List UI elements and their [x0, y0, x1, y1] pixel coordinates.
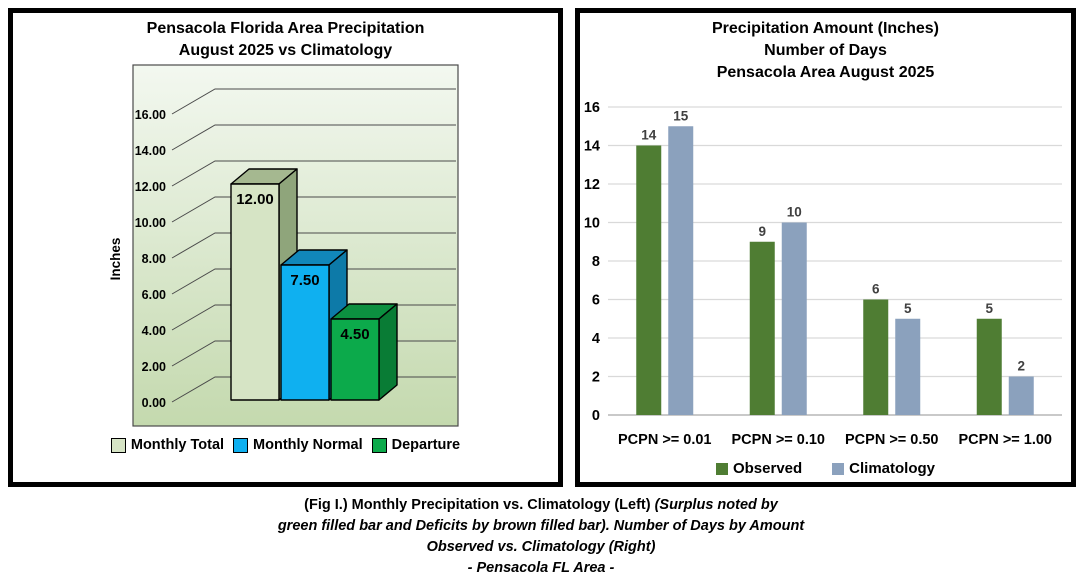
caption-line4: - Pensacola FL Area - [467, 560, 615, 576]
legend-item-departure [372, 437, 461, 453]
bar-value-label: 7.50 [290, 272, 320, 289]
right-chart-title-line1: Precipitation Amount (Inches) [712, 20, 939, 37]
bar-observed-pcpn-1-00 [977, 319, 1002, 415]
legend-label: Departure [391, 437, 461, 453]
right-ytick-label: 4 [591, 331, 600, 347]
left-chart-title [13, 18, 558, 62]
right-chart-title-line2: Number of Days [764, 42, 887, 59]
bar-observed-pcpn-0-50 [863, 300, 888, 416]
bar-climatology-pcpn-0-01 [668, 126, 693, 415]
bar-value-label: 6 [871, 281, 880, 297]
legend-item-monthly-total [111, 437, 224, 453]
right-ytick-label: 6 [591, 292, 600, 309]
left-ytick-label: 10.00 [134, 216, 166, 230]
left-ytick-label: 4.00 [141, 324, 166, 338]
bar-value-label: 4.50 [340, 326, 370, 343]
bar-value-label: 12.00 [236, 191, 274, 208]
right-chart-panel [575, 8, 1076, 487]
legend-swatch [832, 463, 844, 475]
caption-line1-regular: (Fig I.) Monthly Precipitation vs. Climatology (Left) [304, 497, 655, 513]
left-ytick-label: 6.00 [141, 288, 166, 302]
bar-monthly-total [231, 184, 279, 400]
legend-item-climatology [832, 460, 935, 477]
legend-label: Monthly Total [130, 437, 225, 453]
bar-observed-pcpn-0-01 [636, 146, 661, 416]
left-ytick-label: 14.00 [134, 144, 166, 158]
bar-value-label: 9 [758, 223, 767, 239]
legend-swatch [111, 438, 126, 453]
legend-item-monthly-normal [233, 437, 363, 453]
right-category-label: PCPN >= 0.10 [731, 432, 825, 448]
right-chart-title [580, 18, 1071, 84]
caption-line3: Observed vs. Climatology (Right) [426, 539, 656, 555]
legend-swatch [372, 438, 387, 453]
right-ytick-label: 0 [591, 408, 600, 424]
right-category-label: PCPN >= 1.00 [958, 432, 1052, 448]
bar-value-label: 15 [673, 108, 689, 124]
legend-label: Monthly Normal [253, 437, 363, 453]
bar-observed-pcpn-0-10 [750, 242, 775, 415]
caption-line2: green filled bar and Deficits by brown filled bar). Number of Days by Amount [277, 518, 805, 534]
right-ytick-label: 8 [591, 254, 600, 270]
bar-value-label: 10 [786, 204, 802, 220]
left-chart-legend [13, 437, 558, 453]
bar-departure [379, 304, 397, 400]
right-ytick-label: 2 [591, 369, 600, 386]
right-category-label: PCPN >= 0.50 [845, 432, 939, 448]
figure-caption [0, 495, 1082, 579]
legend-swatch [233, 438, 248, 453]
bar-climatology-pcpn-0-10 [782, 223, 807, 416]
right-ytick-label: 12 [583, 177, 600, 193]
right-ytick-label: 14 [583, 138, 600, 155]
left-y-axis-label: Inches [108, 237, 123, 281]
caption-line1 [0, 495, 1082, 516]
right-chart-title-line3: Pensacola Area August 2025 [716, 64, 935, 81]
right-ytick-label: 10 [583, 215, 600, 232]
left-ytick-label: 12.00 [134, 180, 166, 194]
legend-item-observed [716, 460, 802, 477]
bar-value-label: 2 [1017, 358, 1026, 374]
legend-label: Climatology [849, 460, 936, 477]
right-ytick-label: 16 [583, 100, 600, 116]
left-chart-title-line1: Pensacola Florida Area Precipitation [146, 20, 425, 37]
left-chart-title-line2: August 2025 vs Climatology [178, 42, 393, 59]
right-chart-legend [580, 460, 1071, 477]
caption-line1-italic: (Surplus noted by [654, 497, 778, 513]
left-ytick-label: 8.00 [141, 252, 166, 266]
right-category-label: PCPN >= 0.01 [618, 432, 712, 448]
bar-climatology-pcpn-0-50 [895, 319, 920, 415]
legend-label: Observed [732, 460, 803, 477]
bar-climatology-pcpn-1-00 [1009, 377, 1034, 416]
left-ytick-label: 0.00 [141, 396, 166, 410]
bar-value-label: 5 [985, 300, 994, 316]
left-3d-bar-chart [13, 13, 558, 482]
bar-value-label: 5 [903, 300, 912, 316]
left-ytick-label: 16.00 [134, 108, 166, 122]
bar-value-label: 14 [641, 127, 657, 143]
left-ytick-label: 2.00 [141, 360, 166, 374]
legend-swatch [716, 463, 728, 475]
left-chart-panel [8, 8, 563, 487]
